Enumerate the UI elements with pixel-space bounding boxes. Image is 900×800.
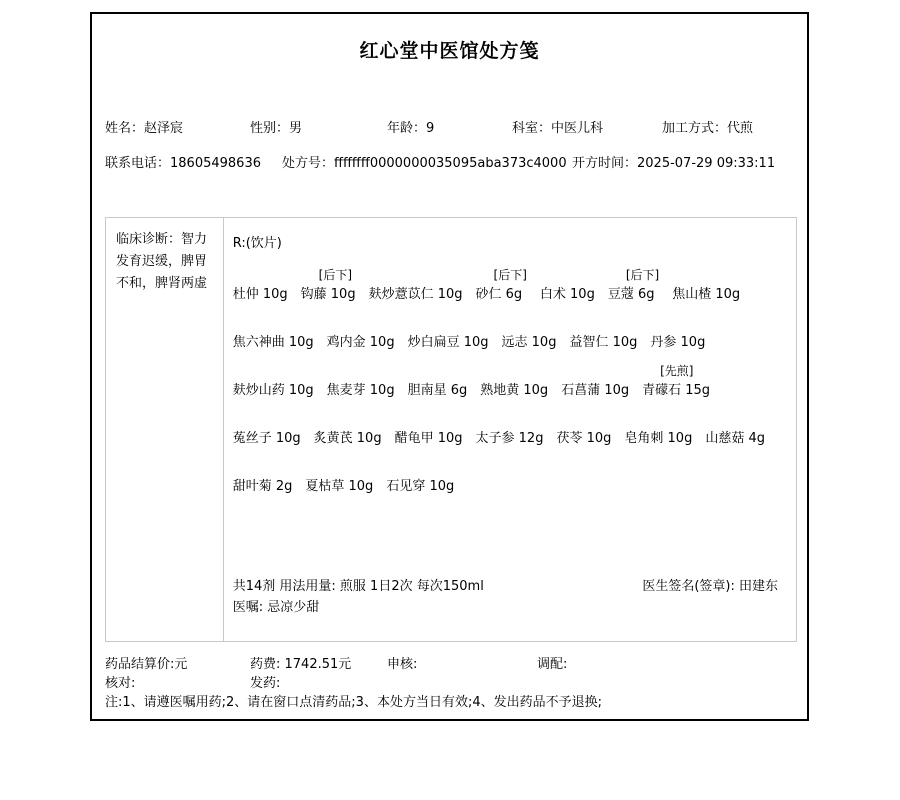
field-value: 赵泽宸 [144,121,184,136]
medicine-item [327,313,395,352]
field-label: 性别： [250,121,290,136]
rx-medicine-lines [233,256,778,496]
decoction-method-marker [624,409,692,430]
field-issue-time [572,152,775,171]
medicine-name-dose: 焦山楂 10g [672,287,741,302]
field-value: 1742.51元 [284,657,352,672]
medicine-name-dose: 太子参 12g [475,431,544,446]
field-dispense [250,672,280,691]
medicine-name-dose: 砂仁 6g [475,287,523,302]
diagnosis-value: 智力发育迟缓，脾胃不和，脾肾两虚 [116,232,208,292]
medicine-item [480,361,548,400]
field-fee [250,653,351,672]
decoction-method-marker [233,265,288,286]
field-department [512,117,603,136]
medicine-name-dose: 胆南星 6g [407,383,468,398]
medicine-item [314,409,382,448]
medicine-name-dose: 茯苓 10g [556,431,612,446]
doctor-advice [233,596,778,615]
advice-value: 忌凉少甜 [267,600,320,615]
field-processing [662,117,753,136]
field-check [105,672,135,691]
medicine-item [642,361,710,400]
medicine-name-dose: 豆蔻 6g [607,287,655,302]
medicine-item [233,361,314,400]
field-value: 男 [289,121,303,136]
decoction-method-marker [233,457,293,478]
advice-label: 医嘱: [232,600,268,615]
field-label: 开方时间： [572,156,638,171]
field-label: 年龄： [387,121,427,136]
rx-empty-space [233,496,778,575]
medicine-item [556,409,611,448]
medicine-item [561,361,629,400]
field-patient-name [105,117,183,136]
decoction-method-marker [314,409,382,430]
decoction-method-marker [233,361,314,382]
decoction-method-marker [233,313,314,334]
usage-label: 用法用量: [279,579,340,594]
total-doses: 共14剂 [232,579,276,594]
decoction-method-marker [395,409,463,430]
decoction-method-marker [569,313,637,334]
decoction-method-marker [556,409,611,430]
clinical-diagnosis [106,218,224,641]
field-settle-price [105,653,187,672]
field-label: 药费: [250,657,285,672]
medicine-item [305,457,373,496]
footer-row-1 [105,653,794,671]
field-value: 18605498636 [170,156,261,171]
medicine-name-dose: 菟丝子 10g [232,431,301,446]
page-title: 红心堂中医馆处方笺 [359,40,540,62]
decoction-method-marker [408,313,489,334]
medicine-item [408,313,489,352]
decoction-method-marker [327,361,395,382]
doctor-signature-value: 田建东 [738,579,778,594]
decoction-method-marker [502,313,557,334]
decoction-method-marker: [后下] [318,268,353,282]
field-value: 代煎 [727,121,754,136]
decoction-method-marker [408,361,468,382]
decoction-method-marker [705,409,765,430]
medicine-item [301,265,356,304]
rx-line [233,256,778,304]
field-gender [250,117,302,136]
field-label: 发药: [250,676,281,691]
medicine-name-dose: 益智仁 10g [569,335,638,350]
rx-content-column [224,218,796,641]
rx-line [233,304,778,352]
decoction-method-marker [540,265,595,286]
medicine-name-dose: 白术 10g [539,287,595,302]
medicine-item [233,409,301,448]
field-label: 联系电话： [105,156,171,171]
decoction-method-marker [369,265,463,286]
medicine-item [540,265,595,304]
field-prepare [537,653,567,672]
patient-info-row-1 [105,117,794,135]
field-age [387,117,434,136]
patient-info-row-2 [105,152,794,170]
rx-line [233,352,778,400]
medicine-name-dose: 钩藤 10g [300,287,356,302]
decoction-method-marker: [先煎] [660,364,694,378]
medicine-item [624,409,692,448]
field-label: 科室： [512,121,552,136]
medicine-item [233,313,314,352]
medicine-name-dose: 山慈菇 4g [705,431,765,446]
decoction-method-marker [561,361,629,382]
medicine-name-dose: 石菖蒲 10g [561,383,630,398]
medicine-name-dose: 麸炒薏苡仁 10g [368,287,463,302]
diagnosis-label: 临床诊断： [116,232,182,247]
footer-row-2 [105,672,794,690]
field-value: 9 [426,121,435,136]
prescription-box [105,217,797,642]
medicine-item [476,265,527,304]
field-label: 姓名： [105,121,145,136]
rx-line [233,400,778,448]
medicine-item [233,457,293,496]
medicine-item [408,361,468,400]
medicine-name-dose: 远志 10g [501,335,557,350]
medicine-item [369,265,463,304]
decoction-method-marker [327,313,395,334]
field-value: 元 [174,657,188,672]
medicine-item [650,313,705,352]
total-and-usage [233,575,484,594]
field-review [387,653,417,672]
medicine-name-dose: 焦六神曲 10g [232,335,314,350]
prescription-sheet [90,12,809,721]
medicine-name-dose: 青礞石 15g [642,383,711,398]
medicine-item [705,409,765,448]
medicine-item [386,457,454,496]
medicine-item [395,409,463,448]
field-label: 处方号： [282,156,335,171]
decoction-method-marker: [后下] [625,268,660,282]
medicine-item [608,265,659,304]
medicine-item [327,361,395,400]
field-label: 申核: [387,657,418,672]
decoction-method-marker [386,457,454,478]
medicine-name-dose: 夏枯草 10g [305,479,374,494]
field-value: 2025-07-29 09:33:11 [637,156,776,171]
decoction-method-marker [480,361,548,382]
medicine-name-dose: 熟地黄 10g [480,383,549,398]
decoction-method-marker [476,409,544,430]
usage-row [233,575,778,594]
medicine-name-dose: 甜叶菊 2g [232,479,293,494]
field-value: ffffffff0000000035095aba373c4000 [334,156,567,171]
medicine-item [476,409,544,448]
doctor-signature [642,575,778,594]
medicine-item [672,265,740,304]
field-value: 中医儿科 [551,121,604,136]
decoction-method-marker [233,409,301,430]
medicine-item [569,313,637,352]
decoction-method-marker [672,265,740,286]
doctor-signature-label: 医生签名(签章): [642,579,739,594]
medicine-name-dose: 鸡内金 10g [326,335,395,350]
decoction-method-marker [305,457,373,478]
field-rx-number [282,152,567,171]
decoction-method-marker: [后下] [493,268,527,282]
medicine-item [233,265,288,304]
usage-value: 煎服 1日2次 每次150ml [339,579,484,594]
field-label: 调配: [537,657,568,672]
medicine-name-dose: 炙黄芪 10g [313,431,382,446]
medicine-name-dose: 石见穿 10g [386,479,455,494]
medicine-name-dose: 杜仲 10g [232,287,288,302]
medicine-name-dose: 炒白扁豆 10g [407,335,489,350]
field-phone [105,152,261,171]
medicine-name-dose: 麸炒山药 10g [232,383,314,398]
field-label: 加工方式： [662,121,728,136]
field-label: 药品结算价: [105,657,175,672]
medicine-name-dose: 醋龟甲 10g [394,431,463,446]
footer-note: 注:1、请遵医嘱用药;2、请在窗口点清药品;3、本处方当日有效;4、发出药品不予退换; [105,695,602,710]
medicine-name-dose: 皂角刺 10g [624,431,693,446]
decoction-method-marker [650,313,705,334]
rx-line [233,448,778,496]
medicine-name-dose: 丹参 10g [650,335,706,350]
medicine-item [502,313,557,352]
rx-header: R:(饮片) [232,236,282,251]
medicine-name-dose: 焦麦芽 10g [326,383,395,398]
field-label: 核对: [105,676,136,691]
